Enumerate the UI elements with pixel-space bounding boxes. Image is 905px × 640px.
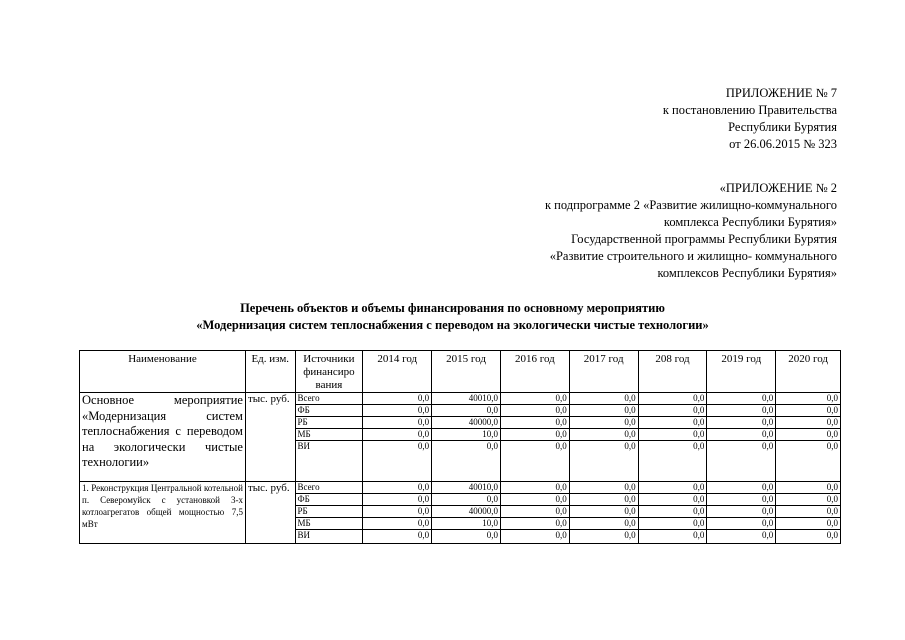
source-cell: МБ [295,518,363,530]
value-cell: 0,0 [569,506,638,518]
source-cell: ФБ [295,405,363,417]
value-cell: 0,0 [432,494,501,506]
value-cell: 0,0 [363,506,432,518]
value-cell: 0,0 [638,429,707,441]
appendix-7-line: к постановлению Правительства [662,103,837,117]
appendix-2-line: к подпрограмме 2 «Развитие жилищно-коммунального [544,198,837,212]
value-cell: 0,0 [363,530,432,544]
value-cell: 0,0 [500,518,569,530]
value-cell: 10,0 [432,429,501,441]
value-cell: 0,0 [707,518,776,530]
source-cell: ВИ [295,530,363,544]
value-cell: 0,0 [500,393,569,405]
appendix-2-line: Государственной программы Республики Бурятия [571,232,837,246]
value-cell: 0,0 [776,417,841,429]
appendix-2-block [545,180,837,282]
value-cell: 0,0 [707,405,776,417]
value-cell: 0,0 [776,506,841,518]
appendix-2-line: «Развитие строительного и жилищно- коммунального [549,249,837,263]
header-cell-year: 2016 год [500,351,569,393]
value-cell: 0,0 [500,417,569,429]
appendix-7-line: Республики Бурятия [728,120,837,134]
source-cell: МБ [295,429,363,441]
value-cell: 0,0 [707,506,776,518]
value-cell: 0,0 [569,429,638,441]
value-cell: 0,0 [363,393,432,405]
value-cell: 0,0 [363,429,432,441]
document-title-line: Перечень объектов и объемы финансирования по основному мероприятию [240,301,665,315]
value-cell: 0,0 [432,441,501,482]
header-cell-year: 2017 год [569,351,638,393]
value-cell: 0,0 [707,530,776,544]
value-cell: 0,0 [432,405,501,417]
value-cell: 40000,0 [432,417,501,429]
value-cell: 0,0 [776,518,841,530]
unit-cell: тыс. руб. [245,482,295,544]
header-cell-source: Источники финансиро вания [295,351,363,393]
value-cell: 0,0 [638,506,707,518]
value-cell: 0,0 [569,405,638,417]
value-cell: 0,0 [776,405,841,417]
activity-name-cell: Основное мероприятие «Модернизация систем теплоснабжения с переводом на экологически чистые технологии» [80,393,246,482]
appendix-7-line: ПРИЛОЖЕНИЕ № 7 [725,86,837,100]
value-cell: 0,0 [363,405,432,417]
source-cell: Всего [295,482,363,494]
value-cell: 0,0 [363,441,432,482]
value-cell: 0,0 [500,506,569,518]
header-cell-year: 2020 год [776,351,841,393]
value-cell: 0,0 [500,530,569,544]
value-cell: 40010,0 [432,393,501,405]
value-cell: 0,0 [776,429,841,441]
source-cell: ФБ [295,494,363,506]
header-cell-unit: Ед. изм. [245,351,295,393]
value-cell: 0,0 [569,393,638,405]
value-cell: 0,0 [638,417,707,429]
appendix-7-line: от 26.06.2015 № 323 [729,137,837,151]
value-cell: 0,0 [776,494,841,506]
header-cell-year: 208 год [638,351,707,393]
header-cell-name: Наименование [80,351,246,393]
value-cell: 0,0 [363,494,432,506]
source-cell: ВИ [295,441,363,482]
value-cell: 0,0 [707,482,776,494]
table-row [80,393,841,405]
value-cell: 0,0 [776,482,841,494]
appendix-7-block [663,85,837,153]
value-cell: 0,0 [500,482,569,494]
value-cell: 0,0 [776,441,841,482]
value-cell: 0,0 [363,482,432,494]
source-cell: РБ [295,417,363,429]
source-cell: РБ [295,506,363,518]
value-cell: 10,0 [432,518,501,530]
value-cell: 0,0 [569,441,638,482]
value-cell: 0,0 [707,441,776,482]
value-cell: 0,0 [707,494,776,506]
value-cell: 0,0 [707,429,776,441]
header-cell-year: 2019 год [707,351,776,393]
unit-cell: тыс. руб. [245,393,295,482]
table-row [80,482,841,494]
value-cell: 0,0 [638,393,707,405]
source-cell: Всего [295,393,363,405]
document-title-line: «Модернизация систем теплоснабжения с переводом на экологически чистые технологии» [196,318,709,332]
value-cell: 0,0 [569,482,638,494]
value-cell: 0,0 [569,530,638,544]
value-cell: 0,0 [500,405,569,417]
value-cell: 0,0 [500,494,569,506]
value-cell: 0,0 [707,417,776,429]
document-title [0,300,905,334]
value-cell: 40000,0 [432,506,501,518]
appendix-2-line: комплекса Республики Бурятия» [663,215,837,229]
appendix-2-line: «ПРИЛОЖЕНИЕ № 2 [719,181,837,195]
table-header-row [80,351,841,393]
value-cell: 0,0 [638,405,707,417]
value-cell: 0,0 [638,530,707,544]
value-cell: 0,0 [776,393,841,405]
value-cell: 0,0 [569,518,638,530]
value-cell: 0,0 [569,494,638,506]
value-cell: 0,0 [776,530,841,544]
financing-table [79,350,841,544]
value-cell: 0,0 [569,417,638,429]
value-cell: 0,0 [638,518,707,530]
value-cell: 0,0 [638,482,707,494]
value-cell: 0,0 [707,393,776,405]
value-cell: 40010,0 [432,482,501,494]
header-cell-year: 2015 год [432,351,501,393]
value-cell: 0,0 [638,441,707,482]
object-name-cell: 1. Реконструкция Центральной котельной п. Северомуйск с установкой 3-х котлоагрегатов общей мощностью 7,5 мВт [80,482,246,544]
value-cell: 0,0 [363,417,432,429]
appendix-2-line: комплексов Республики Бурятия» [657,266,837,280]
value-cell: 0,0 [432,530,501,544]
value-cell: 0,0 [638,494,707,506]
value-cell: 0,0 [500,429,569,441]
value-cell: 0,0 [363,518,432,530]
header-cell-year: 2014 год [363,351,432,393]
value-cell: 0,0 [500,441,569,482]
